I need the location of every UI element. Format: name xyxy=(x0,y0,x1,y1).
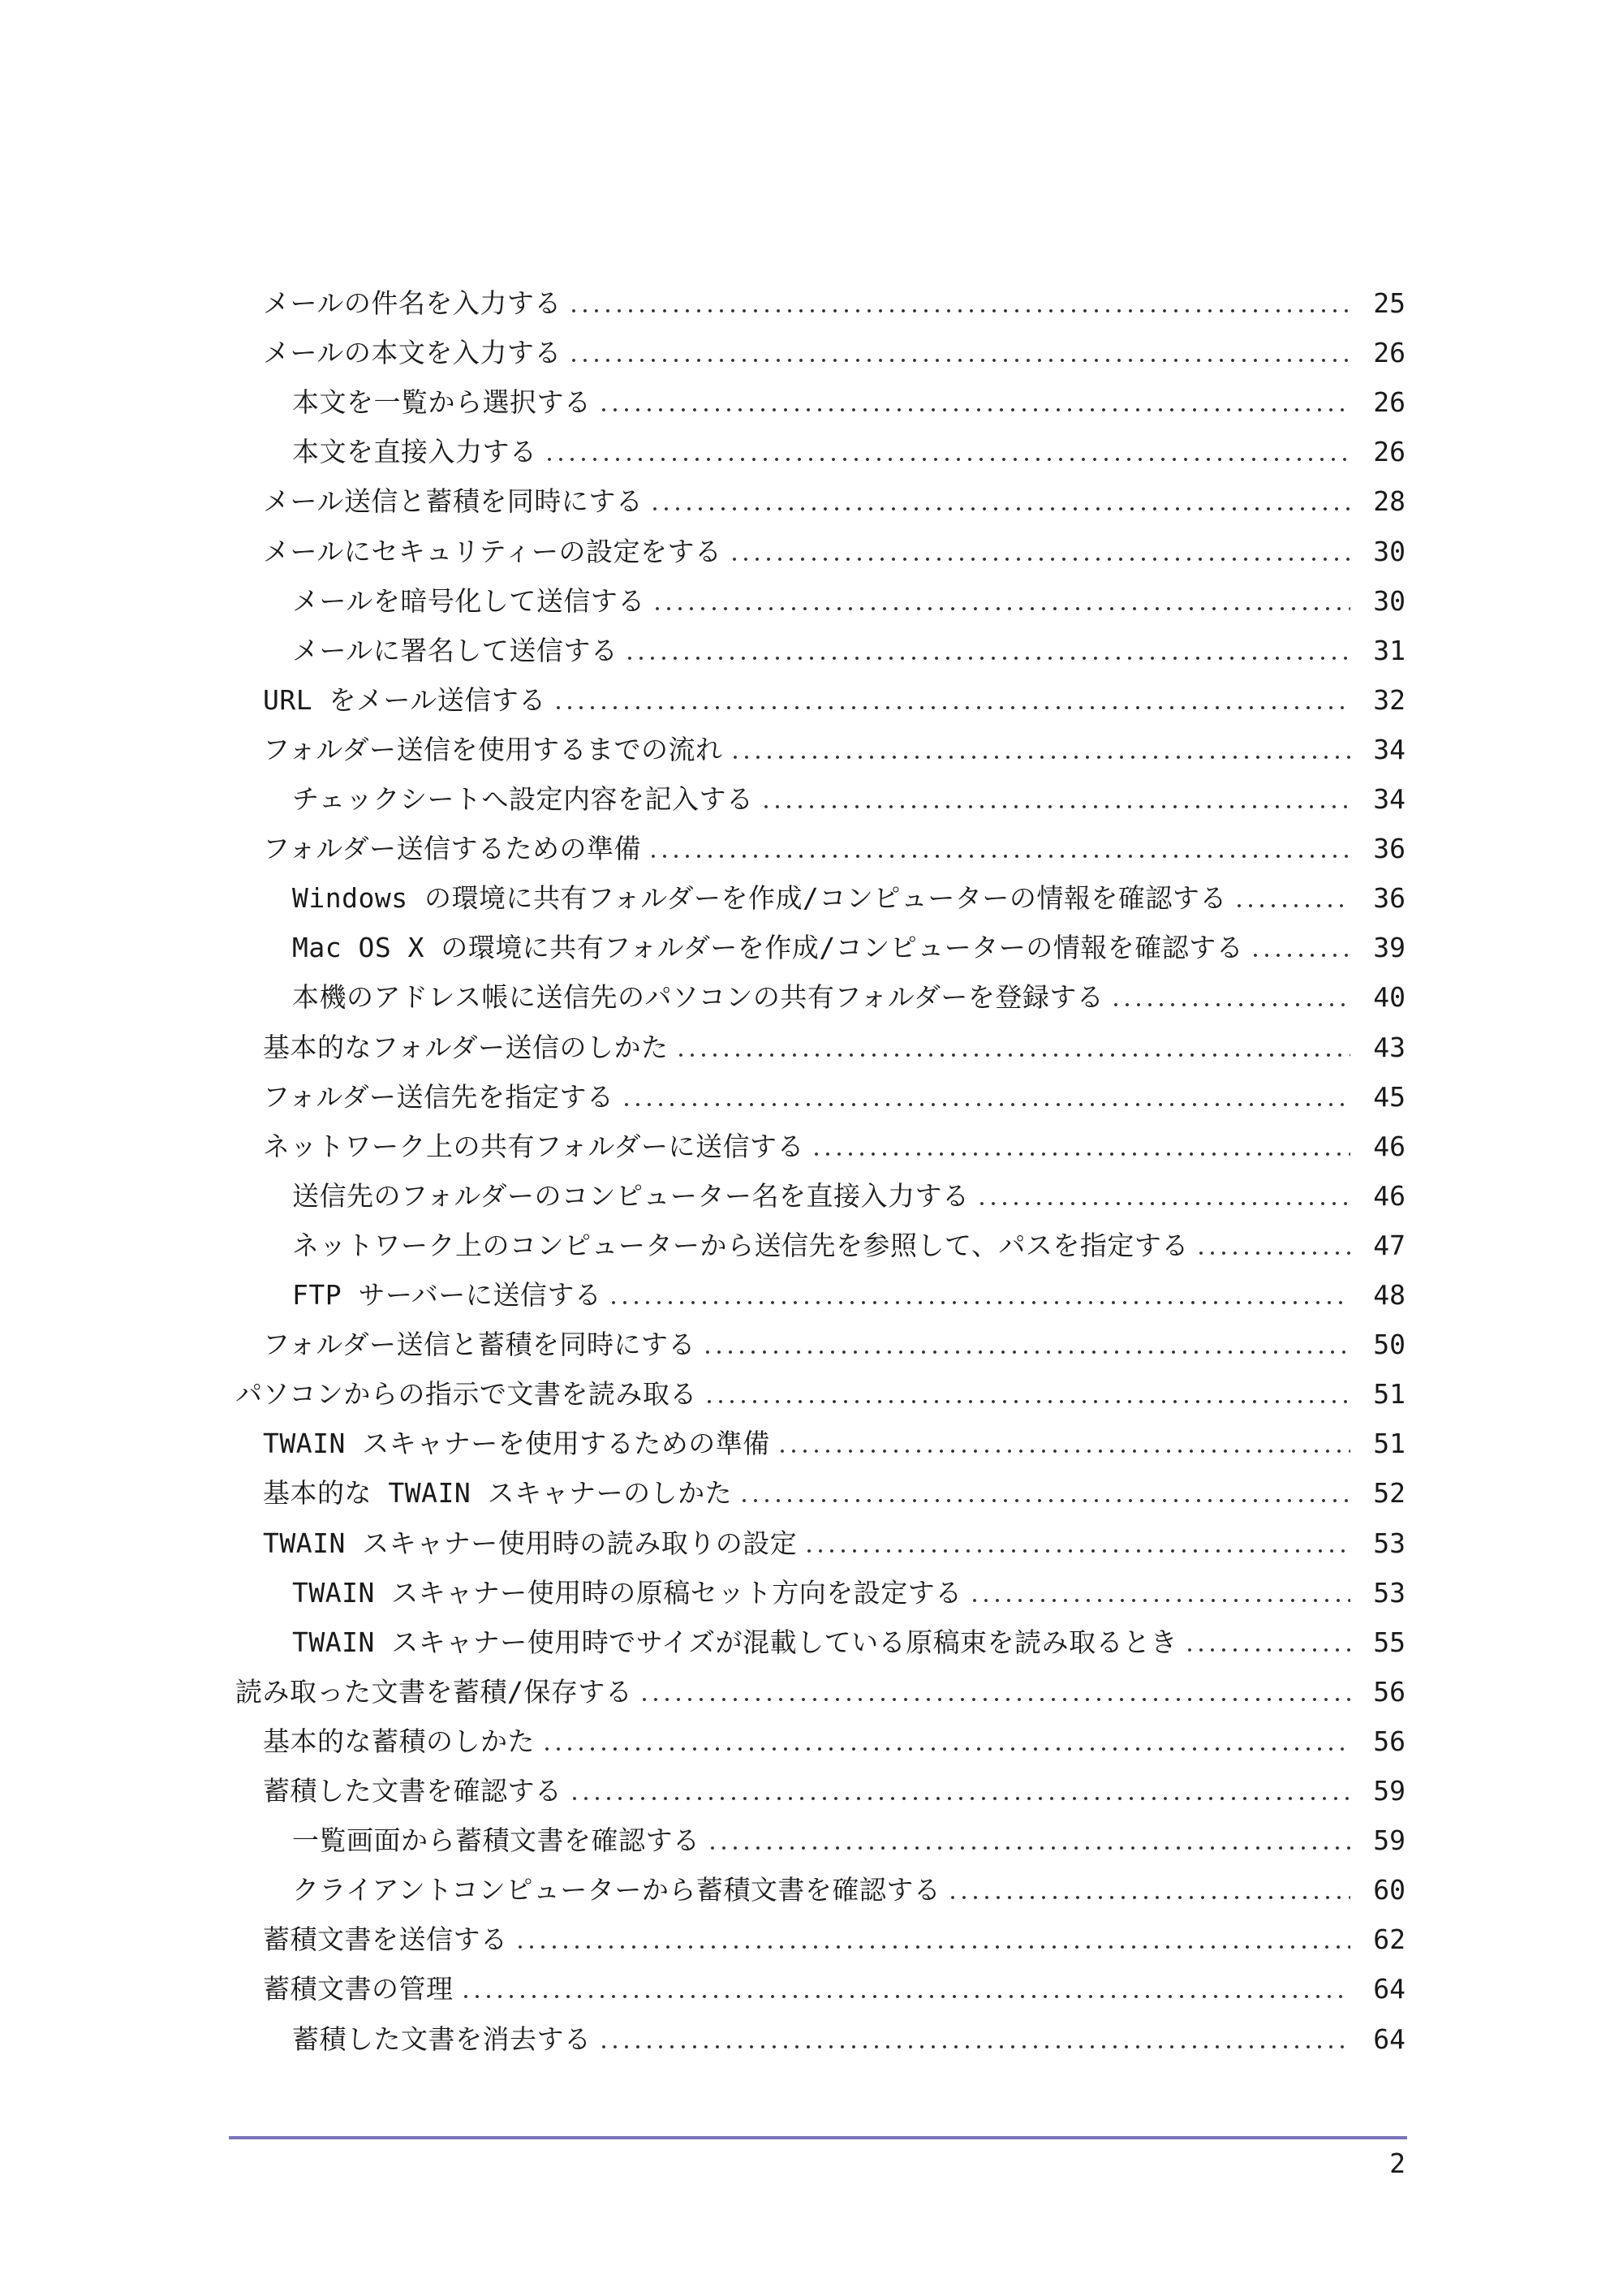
toc-entry[interactable] xyxy=(292,626,1406,675)
toc-entry-title: TWAIN スキャナー使用時でサイズが混載している原稿束を読み取るとき xyxy=(292,1626,1178,1658)
toc-entry-title: TWAIN スキャナー使用時の読み取りの設定 xyxy=(263,1527,798,1559)
dot-leader xyxy=(553,705,1350,710)
toc-entry-page: 34 xyxy=(1373,734,1406,765)
toc-entry[interactable] xyxy=(263,1518,1406,1568)
dot-leader xyxy=(1110,1002,1350,1007)
toc-entry-title: 蓄積した文書を消去する xyxy=(292,2023,592,2055)
dot-leader xyxy=(649,506,1350,511)
toc-entry[interactable] xyxy=(292,1816,1406,1865)
toc-entry[interactable] xyxy=(292,972,1406,1022)
toc-entry[interactable] xyxy=(292,1221,1406,1270)
dot-leader xyxy=(621,1102,1350,1107)
dot-leader xyxy=(730,755,1350,760)
toc-entry-page: 30 xyxy=(1373,585,1406,617)
dot-leader xyxy=(811,1152,1350,1157)
toc-entry[interactable] xyxy=(263,328,1406,377)
toc-entry[interactable] xyxy=(292,1270,1406,1320)
toc-entry-page: 48 xyxy=(1373,1279,1406,1311)
dot-leader xyxy=(652,606,1350,611)
toc-entry-title: 基本的な蓄積のしかた xyxy=(263,1725,535,1757)
toc-entry[interactable] xyxy=(263,1419,1406,1468)
toc-entry-title: チェックシートへ設定内容を記入する xyxy=(292,783,754,815)
toc-entry-title: Windows の環境に共有フォルダーを作成/コンピューターの情報を確認する xyxy=(292,882,1227,914)
toc-entry-title: ネットワーク上の共有フォルダーに送信する xyxy=(263,1131,805,1162)
toc-entry-title: 送信先のフォルダーのコンピューター名を直接入力する xyxy=(292,1180,970,1212)
toc-entry-title: 読み取った文書を蓄積/保存する xyxy=(235,1676,633,1708)
dot-leader xyxy=(541,1747,1350,1751)
toc-entry[interactable] xyxy=(263,527,1406,576)
toc-entry-title: 基本的なフォルダー送信のしかた xyxy=(263,1032,669,1063)
dot-leader xyxy=(729,557,1350,562)
dot-leader xyxy=(568,308,1350,313)
dot-leader xyxy=(608,1300,1350,1305)
toc-entry-page: 55 xyxy=(1373,1626,1406,1658)
toc-entry-title: 本文を直接入力する xyxy=(292,436,537,467)
toc-entry[interactable] xyxy=(263,725,1406,774)
toc-entry-page: 34 xyxy=(1373,783,1406,815)
toc-entry-title: メールの件名を入力する xyxy=(263,287,562,319)
toc-entry-title: メールを暗号化して送信する xyxy=(292,585,645,617)
page-number: 2 xyxy=(1389,2147,1406,2179)
toc-entry-page: 40 xyxy=(1373,981,1406,1013)
dot-leader xyxy=(568,358,1350,363)
dot-leader xyxy=(969,1598,1350,1603)
toc-entry[interactable] xyxy=(292,427,1406,476)
toc-entry-page: 36 xyxy=(1373,882,1406,914)
toc-entry[interactable] xyxy=(263,1717,1406,1766)
toc-entry[interactable] xyxy=(235,1667,1406,1717)
toc-entry-page: 31 xyxy=(1373,635,1406,666)
toc-entry-page: 64 xyxy=(1373,1973,1406,2005)
dot-leader xyxy=(707,1846,1351,1850)
toc-entry[interactable] xyxy=(263,1468,1406,1518)
toc-entry[interactable] xyxy=(263,824,1406,873)
toc-entry-title: FTP サーバーに送信する xyxy=(292,1279,602,1311)
dot-leader xyxy=(738,1498,1350,1503)
toc-entry[interactable] xyxy=(263,1915,1406,1964)
dot-leader xyxy=(514,1945,1351,1949)
toc-entry-page: 32 xyxy=(1373,684,1406,716)
footer-rule xyxy=(229,2136,1407,2139)
toc-entry-title: メール送信と蓄積を同時にする xyxy=(263,485,644,517)
toc-entry-page: 62 xyxy=(1373,1923,1406,1955)
toc-entry-page: 60 xyxy=(1373,1874,1406,1906)
dot-leader xyxy=(675,1053,1350,1058)
toc-entry[interactable] xyxy=(263,278,1406,328)
dot-leader xyxy=(947,1895,1350,1900)
dot-leader xyxy=(598,407,1351,412)
toc-entry-title: 本文を一覧から選択する xyxy=(292,386,592,418)
dot-leader xyxy=(569,1796,1351,1801)
toc-entry-title: 蓄積文書の管理 xyxy=(263,1973,454,2005)
dot-leader xyxy=(460,1994,1351,1999)
toc-entry[interactable] xyxy=(263,675,1406,725)
toc-entry-page: 51 xyxy=(1373,1428,1406,1459)
toc-entry-page: 53 xyxy=(1373,1577,1406,1609)
toc-entry-title: フォルダー送信と蓄積を同時にする xyxy=(263,1329,696,1360)
toc-entry-title: メールの本文を入力する xyxy=(263,337,562,368)
toc-entry[interactable] xyxy=(263,1320,1406,1369)
toc-entry[interactable] xyxy=(292,1568,1406,1618)
toc-entry-page: 47 xyxy=(1373,1230,1406,1261)
toc-entry-page: 26 xyxy=(1373,436,1406,467)
toc-entry-page: 43 xyxy=(1373,1032,1406,1063)
toc-entry-title: パソコンからの指示で文書を読み取る xyxy=(235,1378,697,1410)
dot-leader xyxy=(1195,1251,1350,1256)
toc-entry[interactable] xyxy=(292,2014,1406,2064)
toc-entry-page: 26 xyxy=(1373,337,1406,368)
dot-leader xyxy=(624,656,1350,661)
toc-entry-title: URL をメール送信する xyxy=(263,684,546,716)
toc-entry-page: 52 xyxy=(1373,1477,1406,1509)
toc-entry[interactable] xyxy=(292,576,1406,626)
toc-entry-title: Mac OS X の環境に共有フォルダーを作成/コンピューターの情報を確認する xyxy=(292,932,1244,963)
toc-entry-page: 46 xyxy=(1373,1180,1406,1212)
toc-entry[interactable] xyxy=(292,1618,1406,1667)
toc-entry-page: 28 xyxy=(1373,485,1406,517)
toc-entry-page: 56 xyxy=(1373,1725,1406,1757)
toc-entry-title: 蓄積した文書を確認する xyxy=(263,1775,562,1807)
toc-entry-page: 59 xyxy=(1373,1824,1406,1856)
toc-entry-page: 25 xyxy=(1373,287,1406,319)
toc-entry-title: 本機のアドレス帳に送信先のパソコンの共有フォルダーを登録する xyxy=(292,981,1104,1013)
toc-entry[interactable] xyxy=(292,873,1406,923)
toc-entry-title: ネットワーク上のコンピューターから送信先を参照して、パスを指定する xyxy=(292,1230,1189,1261)
toc-entry-title: クライアントコンピューターから蓄積文書を確認する xyxy=(292,1874,941,1906)
toc-entry-page: 26 xyxy=(1373,386,1406,418)
toc-entry[interactable] xyxy=(292,774,1406,824)
dot-leader xyxy=(803,1549,1350,1553)
toc-entry-page: 50 xyxy=(1373,1329,1406,1360)
toc-entry-page: 53 xyxy=(1373,1527,1406,1559)
dot-leader xyxy=(598,2044,1351,2049)
toc-entry-title: フォルダー送信先を指定する xyxy=(263,1081,614,1113)
toc-entry-title: 一覧画面から蓄積文書を確認する xyxy=(292,1824,700,1856)
toc-entry-page: 56 xyxy=(1373,1676,1406,1708)
toc-entry-page: 36 xyxy=(1373,833,1406,864)
dot-leader xyxy=(1250,953,1350,958)
toc-entry-page: 51 xyxy=(1373,1378,1406,1410)
toc-entry-title: TWAIN スキャナー使用時の原稿セット方向を設定する xyxy=(292,1577,962,1609)
toc-entry[interactable] xyxy=(263,1122,1406,1171)
toc-entry-page: 59 xyxy=(1373,1775,1406,1807)
dot-leader xyxy=(648,854,1350,859)
toc-entry[interactable] xyxy=(292,1865,1406,1915)
toc-entry[interactable] xyxy=(263,1072,1406,1122)
toc-entry-page: 30 xyxy=(1373,536,1406,567)
toc-entry[interactable] xyxy=(263,476,1406,526)
dot-leader xyxy=(702,1350,1350,1355)
toc-entry[interactable] xyxy=(292,1171,1406,1221)
toc-entry-page: 46 xyxy=(1373,1131,1406,1162)
toc-entry-page: 64 xyxy=(1373,2023,1406,2055)
toc-entry-title: フォルダー送信を使用するまでの流れ xyxy=(263,734,723,765)
dot-leader xyxy=(760,804,1350,809)
dot-leader xyxy=(704,1399,1350,1404)
toc-entry[interactable] xyxy=(263,1766,1406,1816)
toc-entry[interactable] xyxy=(292,377,1406,427)
toc-entry-page: 39 xyxy=(1373,932,1406,963)
toc-entry-title: メールに署名して送信する xyxy=(292,635,618,666)
toc-entry-title: メールにセキュリティーの設定をする xyxy=(263,536,722,567)
toc-entry-title: 基本的な TWAIN スキャナーのしかた xyxy=(263,1477,733,1509)
dot-leader xyxy=(639,1697,1350,1702)
dot-leader xyxy=(544,457,1351,462)
toc-entry-title: TWAIN スキャナーを使用するための準備 xyxy=(263,1428,770,1459)
toc-entry[interactable] xyxy=(292,923,1406,972)
dot-leader xyxy=(1233,903,1350,908)
toc-entry-title: フォルダー送信するための準備 xyxy=(263,833,642,864)
dot-leader xyxy=(777,1449,1350,1454)
toc-entry[interactable] xyxy=(263,1023,1406,1072)
toc-entry-title: 蓄積文書を送信する xyxy=(263,1923,508,1955)
toc-entry[interactable] xyxy=(235,1369,1406,1419)
toc-entry[interactable] xyxy=(263,1964,1406,2014)
toc-entry-page: 45 xyxy=(1373,1081,1406,1113)
dot-leader xyxy=(976,1201,1350,1206)
dot-leader xyxy=(1184,1648,1350,1652)
